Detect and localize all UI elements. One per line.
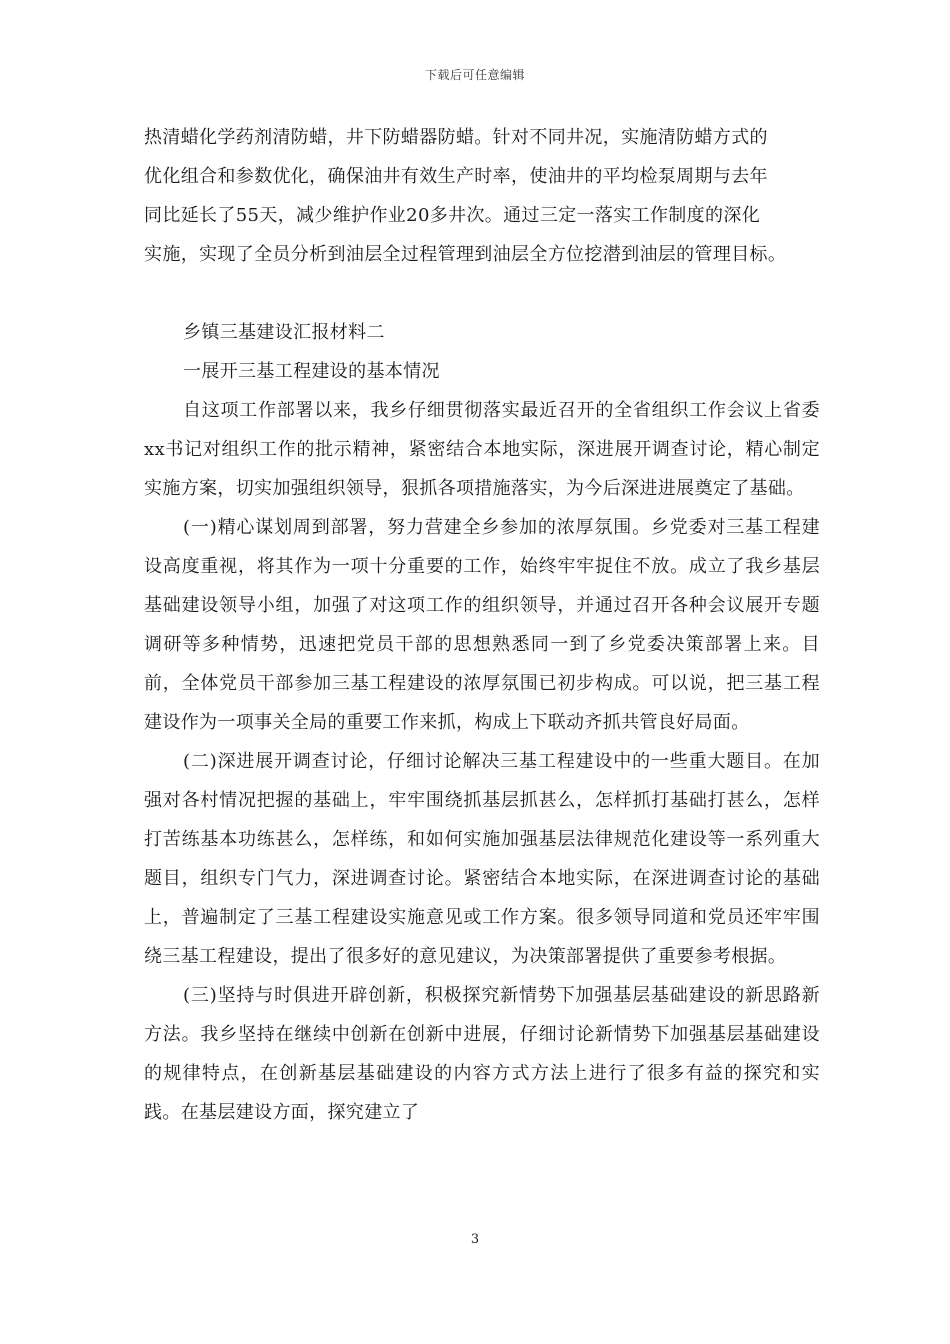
continuation-line: 实施，实现了全员分析到油层全过程管理到油层全方位挖潜到油层的管理目标。: [144, 244, 787, 265]
continuation-line: 同比延长了55天，减少维护作业20多井次。通过三定一落实工作制度的深化: [144, 205, 761, 226]
document-body: [144, 118, 820, 1132]
section-subtitle: 一展开三基工程建设的基本情况: [183, 361, 440, 382]
body-paragraph: (二)深进展开调查讨论，仔细讨论解决三基工程建设中的一些重大题目。在加强对各村情况把握的基础上，牢牢围绕抓基层抓甚么，怎样抓打基础打甚么，怎样打苦练基本功练甚么，怎样练，和如何实施加强基层法律规范化建设等一系列重大题目，组织专门气力，深进调查讨论。紧密结合本地实际，在深进调查讨论的基础上，普遍制定了三基工程建设实施意见或工作方案。很多领导同道和党员还牢牢围绕三基工程建设，提出了很多好的意见建议，为决策部署提供了重要参考根据。: [144, 751, 820, 967]
body-paragraph: (一)精心谋划周到部署，努力营建全乡参加的浓厚氛围。乡党委对三基工程建设高度重视，将其作为一项十分重要的工作，始终牢牢捉住不放。成立了我乡基层基础建设领导小组，加强了对这项工作的组织领导，并通过召开各种会议展开专题调研等多种情势，迅速把党员干部的思想熟悉同一到了乡党委决策部署上来。目前，全体党员干部参加三基工程建设的浓厚氛围已初步构成。可以说，把三基工程建设作为一项事关全局的重要工作来抓，构成上下联动齐抓共管良好局面。: [144, 517, 820, 733]
paragraph-gap: [144, 274, 820, 313]
body-paragraph: 自这项工作部署以来，我乡仔细贯彻落实最近召开的全省组织工作会议上省委xx书记对组织工作的批示精神，紧密结合本地实际，深进展开调查讨论，精心制定实施方案，切实加强组织领导，狠抓各项措施落实，为今后深进进展奠定了基础。: [144, 400, 820, 499]
continuation-line: 优化组合和参数优化，确保油井有效生产时率，使油井的平均检泵周期与去年: [144, 166, 768, 187]
continuation-line: 热清蜡化学药剂清防蜡，井下防蜡器防蜡。针对不同井况，实施清防蜡方式的: [144, 127, 768, 148]
page-header: 下载后可任意编辑: [424, 68, 525, 82]
page-number: 3: [470, 1232, 480, 1247]
body-paragraph: (三)坚持与时俱进开辟创新，积极探究新情势下加强基层基础建设的新思路新方法。我乡坚持在继续中创新在创新中进展，仔细讨论新情势下加强基层基础建设的规律特点，在创新基层基础建设的内容方式方法上进行了很多有益的探究和实践。在基层建设方面，探究建立了: [144, 985, 820, 1123]
section-title: 乡镇三基建设汇报材料二: [183, 322, 385, 343]
